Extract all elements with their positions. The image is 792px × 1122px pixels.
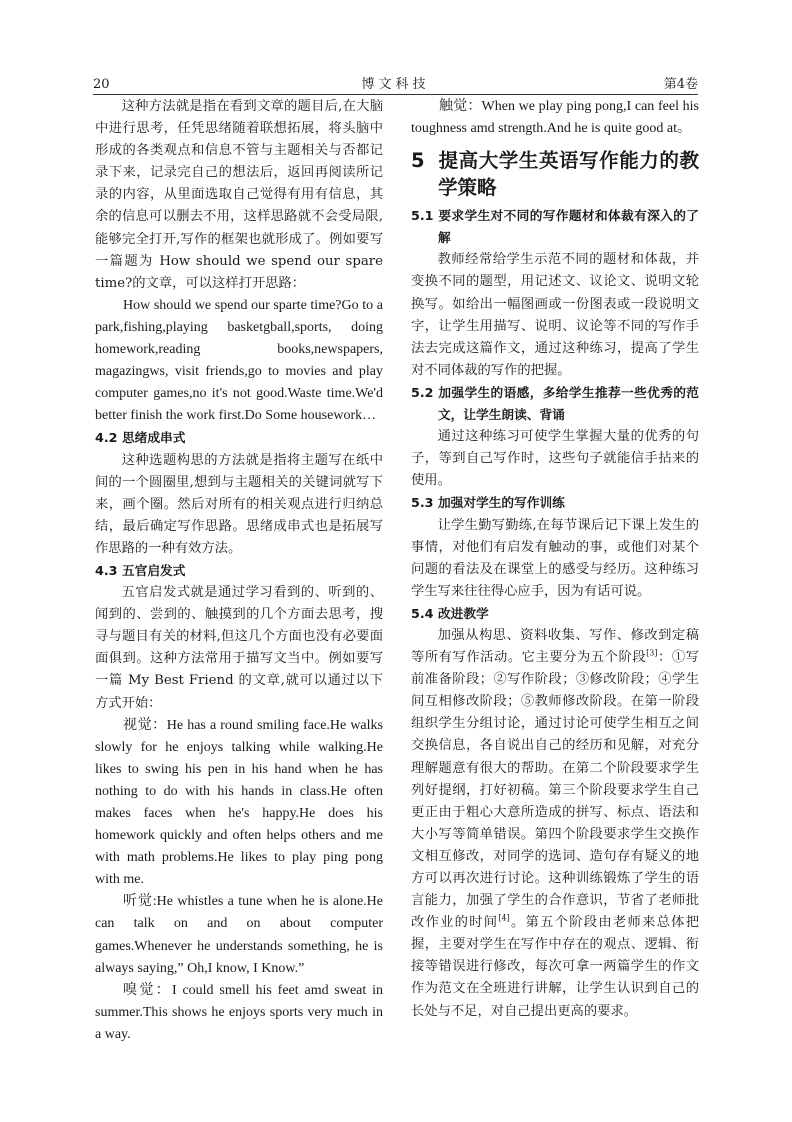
paragraph-writing-practice: 让学生勤写勤练,在每节课后记下课上发生的事情，对他们有启发有触动的事，或他们对某个问题的看法及在课堂上的感受与经历。这种练习学生写来往往得心应手，因为有话可说。 [411, 517, 699, 599]
paragraph-mind-cluster: 这种选题构思的方法就是指将主题写在纸中间的一个圆圈里,想到与主题相关的关键词就写下来，画个圈。然后对所有的相关观点进行归纳总结，最后确定写作思路。思绪成串式也是拓展写作思路的一种有效方法。 [95, 452, 383, 556]
header-divider [93, 94, 698, 95]
paragraph-hearing-example: 听觉:He whistles a tune when he is alone.He can talk on and on about computer games.Whenever he understands something, he is always saying,” Oh,I know, I Know.” [95, 894, 383, 976]
section-heading-4-2 [95, 427, 383, 449]
citation-ref-4: [4] [498, 913, 510, 923]
paragraph-smell-example: 嗅觉：I could smell his feet amd sweat in summer.This shows he enjoys sports very much in a way. [95, 982, 383, 1042]
paragraph-five-senses: 五官启发式就是通过学习看到的、听到的、闻到的、尝到的、触摸到的几个方面去思考，搜寻与题目有关的材料,但这几个方面也没有必要面面俱到。这种方法常用于描写文当中。例如要写一篇 My Best Friend 的文章,就可以通过以下方式开始： [95, 585, 383, 711]
section-heading-4-3 [95, 560, 383, 582]
section-title: 要求学生对不同的写作题材和体裁有深入的了解 [438, 208, 699, 246]
journal-title: 博文科技 [361, 77, 430, 92]
paragraph-language-sense: 通过这种练习可使学生掌握大量的优秀的句子，等到自己写作时，这些句子就能信手拈来的使用。 [411, 429, 699, 489]
section-title: 提高大学生英语写作能力的教学策略 [438, 149, 699, 200]
section-number: 5.2 [411, 384, 434, 400]
section-number: 4.2 [95, 430, 118, 446]
section-number: 5.4 [411, 605, 434, 621]
section-title: 改进教学 [438, 605, 489, 621]
section-title: 思绪成串式 [122, 430, 186, 446]
paragraph-brainstorm-method: 这种方法就是指在看到文章的题目后,在大脑中进行思考，任凭思绪随着联想拓展，将头脑中形成的各类观点和信息不管与主题相关与否都记录下来，记录完自己的想法后，返回再阅读所记录的内容，从里面选取自己觉得有用有信息，其余的信息可以删去不用，这样思路就不会受局限,能够完全打开,写作的框架也就形成了。例如要写一篇题为 How should we spend our spare time?的文章，可以这样打开思路： [95, 99, 383, 291]
paragraph-sight-example: 视觉：He has a round smiling face.He walks slowly for he enjoys talking while walking.He likes to swing his pen in his hand when he has nothing to do with his hands in class.He often makes faces when he's happy.He does his homework quickly and often helps others and me with math problems.He likes to play ping pong with me. [95, 717, 383, 888]
paragraph-brainstorm-example: How should we spend our sparte time?Go to a park,fishing,playing basketgball,sports, doing homework,reading books,newspapers, magazingws, visit friends,go to movies and play computer games,no it's not good.Waste time.We'd better finish the work first.Do Some housework… [95, 297, 383, 424]
section-heading-5-3 [411, 492, 699, 514]
section-number: 5.1 [411, 208, 434, 224]
text-run: 加强从构思、资料收集、写作、修改到定稿等所有写作活动。它主要分为五个阶段 [411, 627, 699, 666]
section-number: 5 [411, 149, 425, 173]
section-heading-5-1 [411, 205, 699, 249]
section-title: 五官启发式 [122, 562, 186, 578]
citation-ref-3: [3] [646, 648, 658, 658]
text-run: 。第五个阶段由老师来总体把握，主要对学生在写作中存在的观点、逻辑、衔接等错误进行修改，每次可拿一两篇学生的作文作为范文在全班进行讲解，让学生认识到自己的长处与不足，对自己提出更高的要求。 [411, 915, 700, 1019]
paragraph-genres: 教师经常给学生示范不同的题材和体裁，并变换不同的题型，用记述文、议论文、说明文轮换写。如给出一幅图画或一份图表或一段说明文字，让学生用描写、说明、议论等不同的写作手法去完成这篇作文，通过这种练习，提高了学生对不同体裁的写作的把握。 [411, 252, 699, 378]
page-number: 20 [93, 77, 110, 92]
right-column [411, 96, 699, 1023]
volume-label: 第4卷 [663, 77, 698, 92]
section-heading-5-2 [411, 382, 699, 426]
section-number: 4.3 [95, 562, 118, 578]
section-heading-5 [411, 147, 699, 201]
running-header [93, 76, 698, 94]
paragraph-touch-example: 触觉：When we play ping pong,I can feel his toughness amd strength.And he is quite good at。 [411, 99, 699, 137]
text-run: ：①写前准备阶段；②写作阶段；③修改阶段；④学生间互相修改阶段；⑤教师修改阶段。在第一阶段组织学生分组讨论，通过讨论可使学生相互之间交换信息，各自说出自己的经历和见解，对充分理解题意有很大的帮助。在第二个阶段要求学生列好提纲，打好初稿。第三个阶段要求学生自己更正由于粗心大意所造成的拼写、标点、语法和大小写等简单错误。第四个阶段要求学生交换作文相互修改，对同学的选词、造句存有疑义的地方可以再次进行讨论。这种训练锻炼了学生的语言能力，加强了学生的合作意识，节省了老师批改作业的时间 [411, 650, 700, 931]
section-title: 加强对学生的写作训练 [438, 495, 565, 511]
left-column [95, 96, 383, 1046]
section-title: 加强学生的语感，多给学生推荐一些优秀的范文，让学生朗读、背诵 [438, 384, 699, 423]
section-number: 5.3 [411, 495, 434, 511]
paragraph-improve-teaching [411, 625, 699, 1023]
section-heading-5-4 [411, 603, 699, 625]
